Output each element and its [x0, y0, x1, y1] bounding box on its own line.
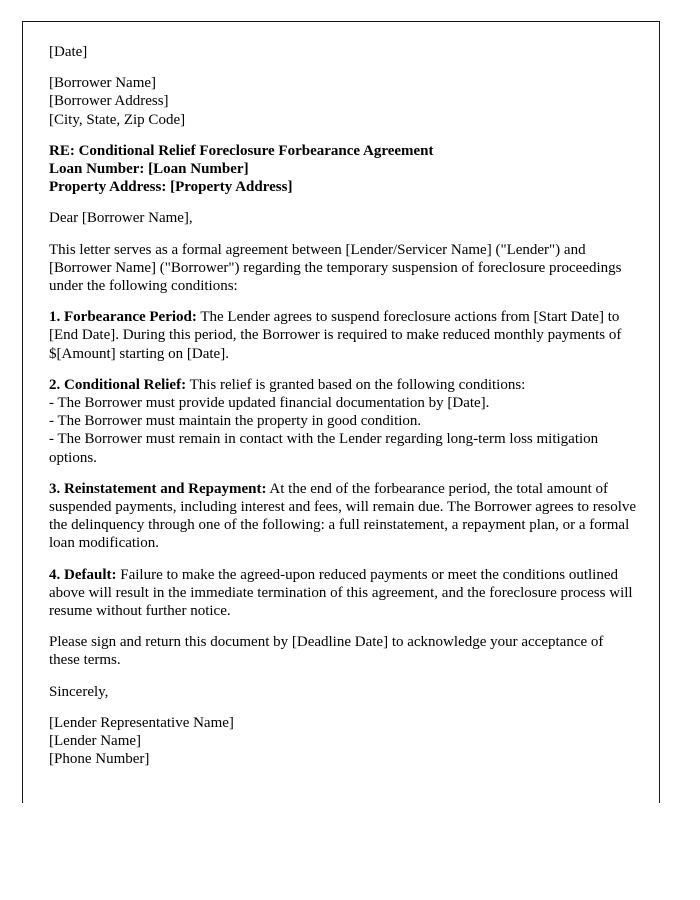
subject-block [49, 142, 637, 197]
recipient-name: [Borrower Name] [49, 75, 157, 92]
closing-salutation [49, 683, 637, 701]
signature-block [49, 714, 637, 769]
subject-loan-number-line: Loan Number: [Loan Number] [49, 161, 249, 178]
salutation [49, 209, 637, 227]
signature-representative-name: [Lender Representative Name] [49, 714, 234, 731]
signature-lender-name: [Lender Name] [49, 733, 142, 750]
section-3-body: At the end of the forbearance period, the total amount of suspended payments, including interest and fees, will remain due. The Borrower agrees to resolve the delinquency through one of the following: a full reinstatement, a repayment plan, or a formal loan modification. [49, 480, 637, 552]
signature-phone-number: [Phone Number] [49, 751, 150, 768]
section-1-heading: 1. Forbearance Period: [49, 309, 197, 326]
section-1-body: The Lender agrees to suspend foreclosure actions from [Start Date] to [End Date]. During this period, the Borrower is required to make reduced monthly payments of $[Amount] starting on [Date]. [49, 309, 622, 362]
section-reinstatement-and-repayment [49, 480, 637, 553]
subject-property-address-line: Property Address: [Property Address] [49, 179, 293, 196]
section-2-bullet-3: - The Borrower must remain in contact with the Lender regarding long-term loss mitigation options. [49, 431, 602, 466]
intro-paragraph: This letter serves as a formal agreement between [Lender/Servicer Name] ("Lender") and [Borrower Name] ("Borrower") regarding the temporary suspension of foreclosure proceedings under the following conditions: [49, 241, 622, 295]
section-2-bullet-1: - The Borrower must provide updated financial documentation by [Date]. [49, 395, 490, 412]
section-4-body: Failure to make the agreed-upon reduced payments or meet the conditions outlined above will result in the immediate termination of this agreement, and the foreclosure process will resume without further notice. [49, 566, 633, 620]
letter-body [49, 43, 637, 769]
section-forbearance-period [49, 308, 637, 363]
salutation-line: Dear [Borrower Name], [49, 210, 193, 227]
section-2-heading: 2. Conditional Relief: [49, 376, 187, 393]
recipient-address-block [49, 74, 637, 129]
section-default [49, 566, 637, 621]
document-page [22, 21, 660, 803]
recipient-city-state-zip: [City, State, Zip Code] [49, 111, 186, 128]
date-line: [Date] [49, 44, 88, 60]
section-conditional-relief [49, 376, 637, 467]
subject-re-line: RE: Conditional Relief Foreclosure Forbearance Agreement [49, 142, 434, 159]
section-2-body: This relief is granted based on the following conditions: [186, 376, 526, 393]
closing-request-paragraph: Please sign and return this document by [Deadline Date] to acknowledge your acceptance of these terms. [49, 634, 604, 669]
date-block [49, 43, 637, 61]
recipient-street: [Borrower Address] [49, 93, 169, 110]
section-3-heading: 3. Reinstatement and Repayment: [49, 480, 267, 497]
section-2-bullet-2: - The Borrower must maintain the property in good condition. [49, 413, 422, 430]
closing-salutation-line: Sincerely, [49, 683, 109, 700]
section-4-heading: 4. Default: [49, 566, 117, 583]
